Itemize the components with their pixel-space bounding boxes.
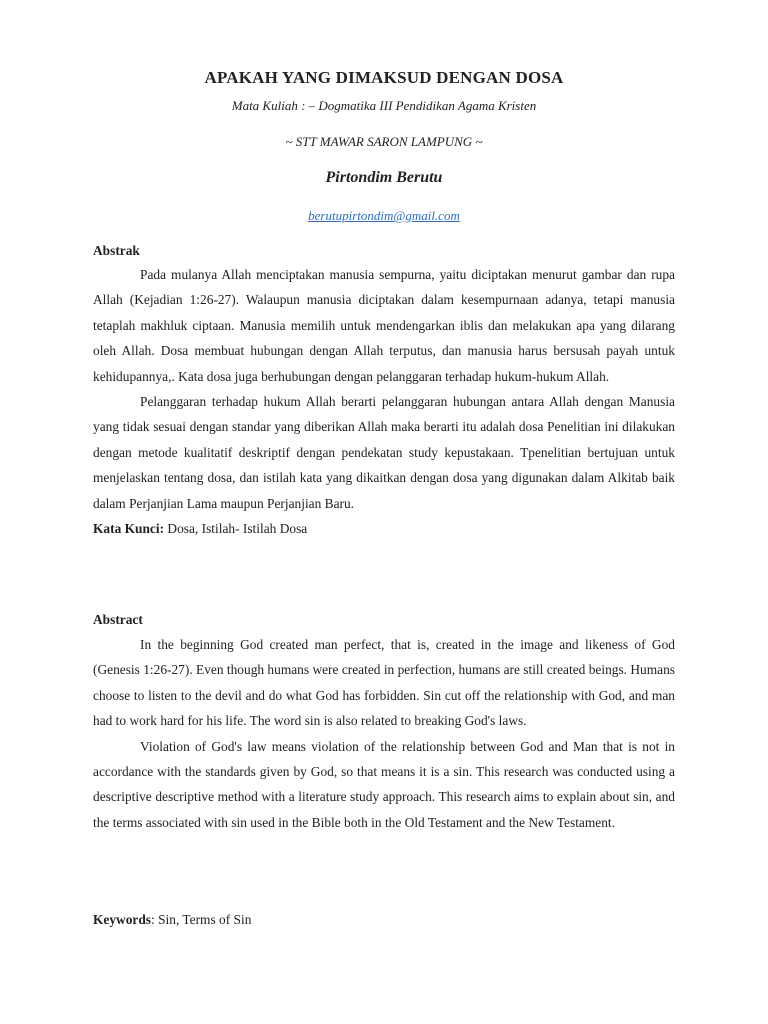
paper-title: APAKAH YANG DIMAKSUD DENGAN DOSA xyxy=(204,68,564,87)
abstract-paragraph-1: In the beginning God created man perfect, that is, created in the image and likeness of God (Genesis 1:26-27). Even though humans were created in perfection, humans are still created beings. Humans choose to listen to the devil and do what God has forbidden. Sin cut off the relationship with God, and man had to work hard for his life. The word sin is also related to breaking God's laws. xyxy=(93,637,675,729)
keywords-line xyxy=(93,912,675,928)
kata-kunci-values: Dosa, Istilah- Istilah Dosa xyxy=(164,521,308,537)
abstrak-paragraph-2: Pelanggaran terhadap hukum Allah berarti pelanggaran hubungan antara Allah dengan Manusia yang tidak sesuai dengan standar yang diberikan Allah maka berarti itu adalah dosa Penelitian ini dilakukan dengan metode kualitatif deskriptif dengan pendekatan study kepustakaan. Tpenelitian bertujuan untuk menjelaskan tentang dosa, dan istilah kata yang dikaitkan dengan dosa yang digunakan dalam Alkitab baik dalam Perjanjian Lama maupun Perjanjian Baru. xyxy=(93,394,675,511)
abstrak-paragraph-1: Pada mulanya Allah menciptakan manusia sempurna, yaitu diciptakan menurut gambar dan rupa Allah (Kejadian 1:26-27). Walaupun manusia diciptakan dalam kesempurnaan adanya, tetapi manusia tetaplah makhluk ciptaan. Manusia memilih untuk mendengarkan iblis dan melakukan apa yang dilarang oleh Allah. Dosa membuat hubungan dengan Allah terputus, dan manusia harus bersusah payah untuk kehidupannya,. Kata dosa juga berhubungan dengan pelanggaran terhadap hukum-hukum Allah. xyxy=(93,267,675,384)
author-name: Pirtondim Berutu xyxy=(325,169,443,186)
abstrak-heading: Abstrak xyxy=(93,243,140,258)
abstract-paragraph-2: Violation of God's law means violation of the relationship between God and Man that is not in accordance with the standards given by God, so that means it is a sin. This research was conducted using a descriptive descriptive method with a literature study approach. This research aims to explain about sin, and the terms associated with sin used in the Bible both in the Old Testament and the New Testament. xyxy=(93,738,675,830)
abstract-section xyxy=(93,632,675,835)
kata-kunci-label: Kata Kunci: xyxy=(93,521,165,537)
keywords-label: Keywords xyxy=(93,912,152,927)
keywords-values: : Sin, Terms of Sin xyxy=(151,912,252,927)
kata-kunci-line xyxy=(93,516,675,541)
author-email-link[interactable]: berutupirtondim@gmail.com xyxy=(308,208,460,223)
abstract-heading: Abstract xyxy=(93,612,143,627)
abstrak-section xyxy=(93,262,675,541)
course-subtitle: Mata Kuliah : – Dogmatika III Pendidikan Agama Kristen xyxy=(231,98,537,113)
institution-name: ~ STT MAWAR SARON LAMPUNG ~ xyxy=(285,134,483,149)
